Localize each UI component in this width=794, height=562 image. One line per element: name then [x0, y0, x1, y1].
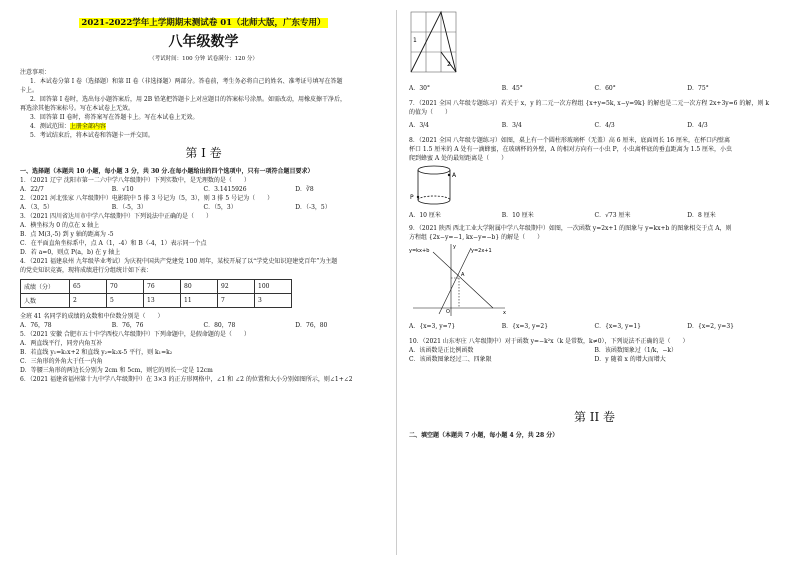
section1-heading: 一、选择题（本题共 10 小题，每小题 3 分，共 30 分.在每小题给出的四个选项中，只有一项符合题目要求） — [20, 168, 314, 175]
q10-options-row-1: A．该函数是正比例函数 B．该函数图象过（1/k，−k） — [409, 347, 678, 354]
q7-stem-2: 的值为（ ） — [409, 109, 452, 116]
q4-options: A．76，78 B．76，76 C．80，78 D．76，80 — [20, 322, 328, 329]
svg-text:2: 2 — [447, 61, 451, 68]
q3-stem: 3．（2021 四川省达川市中学八年级期中）下列说法中正确的是（ ） — [20, 213, 212, 220]
q5-option-b: B．若直线 y₁=k₁x+2 和直线 y₂=k₂x-5 平行，则 k₁=k₂ — [20, 349, 173, 356]
q4-stem: 4．（2021 福建泉州 九年级毕业考试）为庆祝中国共产党建党 100 周年，某校开展了以“学党史知识迎建党百年”为主题 — [20, 258, 338, 265]
q2-options: A．（3，5） B．（-5，3） C．（5，3） D．（-3，5） — [20, 204, 331, 211]
exam-title — [20, 16, 387, 28]
q2-stem: 2．（2021 河北张家 八年级期中）电影院中 5 排 3 号记为（5，3），则 3 排 5 号记为（ ） — [20, 195, 274, 202]
table-row: 成绩（分） 65 70 76 80 92 100 — [21, 280, 292, 294]
q7-stem: 7．（2021 全国 八年级专题练习）若关于 x，y 的二元一次方程组 {x+y=5k, x−y=9k} 的解也是二元一次方程 2x+3y=6 的解，则 k — [409, 100, 769, 107]
notes-heading: 注意事项： — [20, 69, 51, 76]
note-2: 2．回答第 I 卷时，选出每小题答案后，用 2B 铅笔把答题卡上对应题目的答案标号涂黑。如需改动，用橡皮擦干净后， — [30, 96, 347, 103]
q3-option-c: C．在平面直角坐标系中，点 A（1，-4）和 B（-4，1）表示同一个点 — [20, 240, 207, 247]
svg-text:x: x — [503, 310, 506, 316]
note-3: 3．回答第 II 卷时，将答案写在答题卡上。写在本试卷上无效。 — [30, 114, 199, 121]
q3-option-d: D．若 a=0，则点 P(a，b) 在 y 轴上 — [20, 249, 121, 256]
section2-heading: 二、填空题（本题共 7 小题，每小题 4 分，共 28 分） — [409, 432, 559, 439]
exam-meta: （考试时间：100 分钟 试卷满分：120 分） — [149, 56, 258, 62]
svg-text:O: O — [446, 309, 450, 315]
note-2b: 再选涂其他答案标号。写在本试卷上无效。 — [20, 105, 135, 112]
part1-title: 第 I 卷 — [185, 146, 222, 160]
note-4: 4．测试范围：上册全部内容 — [30, 123, 106, 130]
q9-options: A．{x=3, y=7} B．{x=3, y=2} C．{x=3, y=1} D．{x=2, y=3} — [409, 323, 734, 330]
q5-option-d: D．等腰三角形的两边长分别为 2cm 和 5cm，则它的周长一定是 12cm — [20, 367, 213, 374]
q8-cylinder-figure — [409, 163, 459, 207]
q3-option-a: A．横坐标为 0 的点在 x 轴上 — [20, 222, 100, 229]
q9-stem-2: 方程组 {2x−y=−1, kx−y=−b} 的解是（ ） — [409, 234, 544, 241]
exam-title-text: 2021-2022学年上学期期末测试卷 01（北师大版，广东专用） — [81, 18, 326, 28]
q1-options: A．22/7 B．√10 C．3.1415926 D．∛8 — [20, 186, 314, 193]
q4-stem-2: 的党史知识竞赛，现将成绩进行分组统计如下表： — [20, 267, 153, 274]
q7-options: A．3/4 B．3/4 C．4/3 D．4/3 — [409, 122, 708, 129]
q8-stem-3: 爬到蜂蜜 A 处的最短距离是（ ） — [409, 155, 508, 162]
subject-title: 八年级数学 — [168, 34, 239, 50]
q6-stem: 6．（2021 福建省福州第十九中学八年级期中）在 3×3 的正方形网格中，∠1 和 ∠2 的位置和大小分别如图所示，则∠1+∠2 — [20, 376, 353, 383]
q6-options: A．30° B．45° C．60° D．75° — [409, 85, 709, 92]
q10-options-row-2: C．该函数图象经过二、四象限 D．y 随着 x 的增大而增大 — [409, 356, 666, 363]
note-1: 1．本试卷分第 I 卷（选择题）和第 II 卷（非选择题）两部分。答卷前，考生务必将自己的姓名、准考证号填写在答题 — [30, 78, 343, 85]
svg-text:1: 1 — [413, 37, 417, 44]
svg-text:P: P — [410, 194, 414, 201]
note-5: 5．考试结束后，将本试卷和答题卡一并交回。 — [30, 132, 154, 139]
q9-stem: 9．（2021 陕西 西北工业大学附属中学八年级期中）如图，一次函数 y=2x+1 的图象与 y=kx+b 的图象相交于点 A，则 — [409, 225, 732, 232]
svg-text:A: A — [461, 272, 465, 278]
q5-stem: 5．（2021 安徽 合肥市五十中学西校八年级期中）下列命题中，是假命题的是（ ） — [20, 331, 250, 338]
part2-title: 第 II 卷 — [573, 410, 616, 424]
q8-options: A．10 厘米 B．10 厘米 C．√73 厘米 D．8 厘米 — [409, 212, 716, 219]
svg-text:y: y — [453, 244, 456, 250]
q8-stem: 8．（2021 全国 八年级专题练习）如图，桌上有一个圆柱形玻璃杯（无盖）高 6 厘米，底面周长 16 厘米，在杯口内壁离 — [409, 137, 730, 144]
q4-question: 全班 41 名同学的成绩的众数和中位数分别是（ ） — [20, 313, 164, 320]
q1-stem: 1．（2021 辽宁 沈阳市第一二六中学八年级期中）下列实数中，是无理数的是（ ） — [20, 177, 250, 184]
svg-text:A: A — [452, 172, 457, 179]
q3-option-b: B．点 M(3,-5) 到 y 轴的距离为 -5 — [20, 231, 114, 238]
note-1b: 卡上。 — [20, 87, 39, 94]
q10-stem: 10．（2021 山东枣庄 八年级期中）对于函数 y=−k²x（k 是常数，k≠0），下列说法不正确的是（ ） — [409, 338, 689, 345]
q9-line-label-1: y=kx+b — [409, 248, 430, 254]
q9-graph-figure — [409, 242, 509, 318]
q6-grid-figure — [409, 10, 459, 80]
right-page — [397, 0, 794, 562]
q5-option-a: A．两直线平行，同旁内角互补 — [20, 340, 103, 347]
q8-stem-2: 杯口 1.5 厘米的 A 处有一滴蜂蜜，在玻璃杯的外壁，A 的相对方向有一小虫 P，小虫离杯底的垂直距离为 1.5 厘米，小虫 — [409, 146, 733, 153]
score-table — [20, 279, 292, 308]
q9-line-label-2: y=2x+1 — [471, 248, 492, 254]
q5-option-c: C．三角形的外角大于任一内角 — [20, 358, 103, 365]
table-row: 人数 2 5 13 11 7 3 — [21, 294, 292, 308]
range-highlight: 上册全部内容 — [69, 123, 106, 130]
